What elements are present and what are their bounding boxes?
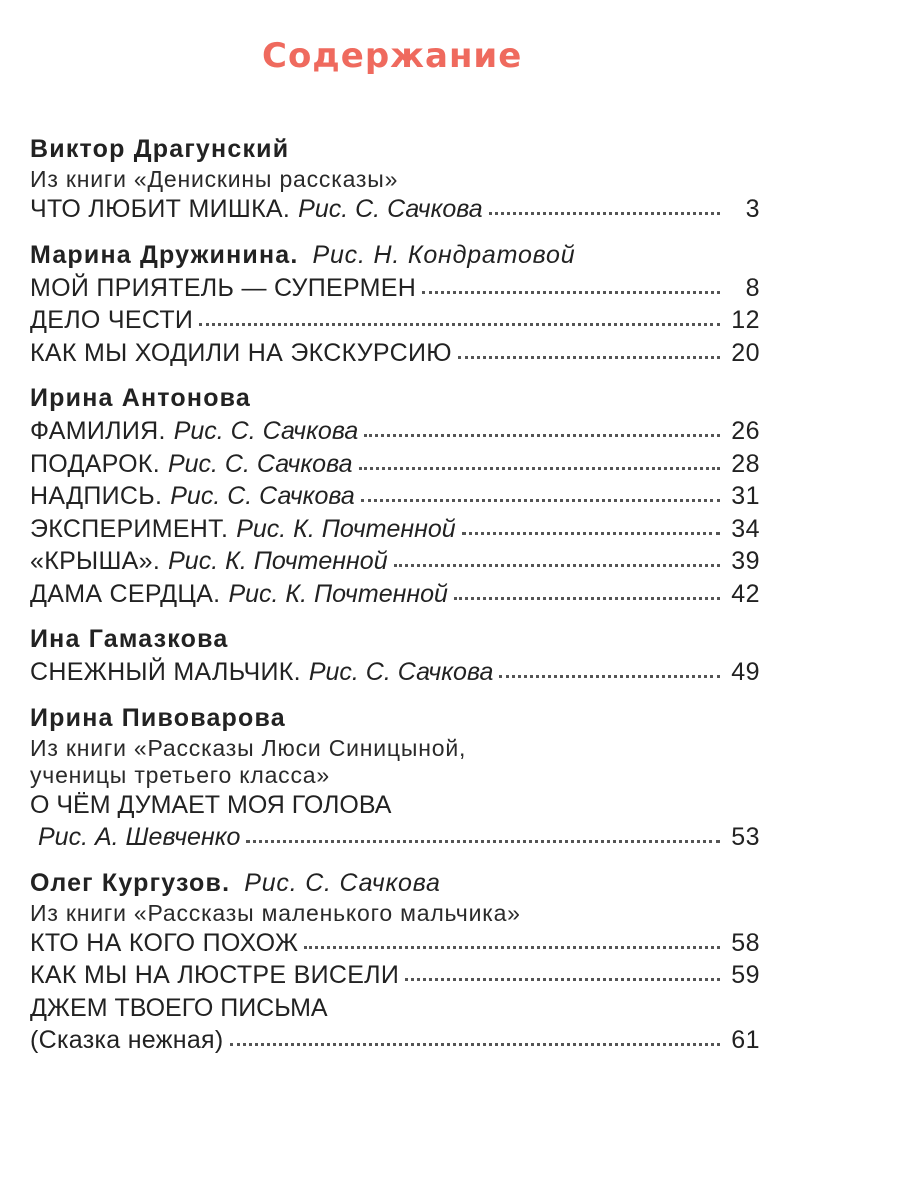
page-number: 34 <box>731 514 760 543</box>
table-of-contents <box>30 132 760 1069</box>
toc-section <box>30 238 760 370</box>
illustrator-credit: Рис. С. Сачкова <box>244 868 441 897</box>
story-title: НАДПИСЬ. <box>30 482 163 510</box>
story-title: ПОДАРОК. <box>30 449 160 478</box>
page-number: 49 <box>731 658 760 686</box>
page-number: 61 <box>731 1026 760 1054</box>
toc-entry[interactable] <box>30 272 760 305</box>
page-number: 39 <box>731 547 760 575</box>
toc-entry[interactable] <box>30 304 760 337</box>
dot-leader <box>394 560 720 567</box>
toc-entry[interactable] <box>30 193 760 226</box>
toc-entry[interactable] <box>30 448 760 481</box>
dot-leader <box>230 1039 720 1046</box>
page-number: 31 <box>731 482 760 510</box>
toc-entry[interactable] <box>30 821 760 854</box>
page-number: 28 <box>731 449 760 478</box>
page-number: 53 <box>731 823 760 851</box>
illustrator-credit: Рис. А. Шевченко <box>38 823 241 851</box>
story-title: СНЕЖНЫЙ МАЛЬЧИК. <box>30 658 301 686</box>
toc-entry[interactable] <box>30 545 760 578</box>
author-line <box>30 622 760 656</box>
toc-entry[interactable] <box>30 337 760 370</box>
dot-leader <box>454 593 720 600</box>
page-title: Содержание <box>262 36 523 76</box>
book-source: Из книги «Рассказы маленького мальчика» <box>30 899 521 926</box>
author-name: Ирина Пивоварова <box>30 703 286 732</box>
page-number: 8 <box>745 273 760 302</box>
story-title: КАК МЫ ХОДИЛИ НА ЭКСКУРСИЮ <box>30 338 452 367</box>
book-source: ученицы третьего класса» <box>30 761 330 788</box>
dot-leader <box>361 495 720 502</box>
toc-entry[interactable] <box>30 656 760 689</box>
page-number: 42 <box>731 579 760 608</box>
dot-leader <box>462 528 720 535</box>
page-number: 3 <box>745 195 760 223</box>
story-title: ДАМА СЕРДЦА. <box>30 579 221 608</box>
author-name: Ина Гамазкова <box>30 625 229 653</box>
illustrator-credit: Рис. С. Сачкова <box>170 482 355 510</box>
dot-leader <box>359 463 721 470</box>
author-name: Виктор Драгунский <box>30 135 290 163</box>
illustrator-credit: Рис. С. Сачкова <box>298 195 483 223</box>
dot-leader <box>246 836 720 843</box>
illustrator-credit: Рис. С. Сачкова <box>308 658 494 686</box>
toc-entry[interactable] <box>30 959 760 992</box>
toc-section <box>30 381 760 610</box>
toc-entry[interactable] <box>30 415 760 448</box>
story-title: КТО НА КОГО ПОХОЖ <box>30 928 299 957</box>
page-number: 58 <box>731 928 760 957</box>
toc-entry[interactable] <box>30 927 760 960</box>
author-line <box>30 866 760 900</box>
toc-entry[interactable] <box>30 578 760 611</box>
author-line <box>30 381 760 415</box>
dot-leader <box>422 287 720 294</box>
book-source: Из книги «Рассказы Люси Синицыной, <box>30 734 467 761</box>
story-title: О ЧЁМ ДУМАЕТ МОЯ ГОЛОВА <box>30 790 392 819</box>
story-title: МОЙ ПРИЯТЕЛЬ — СУПЕРМЕН <box>30 273 417 302</box>
dot-leader <box>499 671 720 678</box>
author-line <box>30 238 760 272</box>
page-number: 20 <box>731 338 760 367</box>
book-source: Из книги «Денискины рассказы» <box>30 166 399 192</box>
story-title: (Сказка нежная) <box>30 1026 224 1054</box>
toc-entry[interactable] <box>30 513 760 546</box>
toc-entry[interactable] <box>30 480 760 513</box>
story-title: ДЕЛО ЧЕСТИ <box>30 306 194 334</box>
toc-section <box>30 132 760 226</box>
illustrator-credit: Рис. С. Сачкова <box>167 449 353 478</box>
page-number: 12 <box>731 306 760 334</box>
author-line <box>30 701 760 735</box>
story-title: ФАМИЛИЯ. <box>30 417 166 445</box>
story-title: КАК МЫ НА ЛЮСТРЕ ВИСЕЛИ <box>30 961 400 989</box>
author-name: Марина Дружинина. <box>30 240 299 269</box>
story-title: ДЖЕМ ТВОЕГО ПИСЬМА <box>30 993 328 1022</box>
dot-leader <box>458 352 720 359</box>
toc-section <box>30 866 760 1057</box>
illustrator-credit: Рис. К. Почтенной <box>168 547 388 575</box>
toc-section <box>30 622 760 689</box>
dot-leader <box>364 430 720 437</box>
dot-leader <box>405 974 720 981</box>
author-name: Ирина Антонова <box>30 384 252 412</box>
author-line <box>30 132 760 166</box>
story-title: ЭКСПЕРИМЕНТ. <box>30 514 229 543</box>
dot-leader <box>304 942 720 949</box>
illustrator-credit: Рис. С. Сачкова <box>173 417 359 445</box>
page-number: 59 <box>731 961 760 989</box>
author-name: Олег Кургузов. <box>30 868 231 897</box>
story-title: «КРЫША». <box>30 547 161 575</box>
story-title: ЧТО ЛЮБИТ МИШКА. <box>30 195 291 223</box>
toc-section <box>30 701 760 854</box>
illustrator-credit: Рис. К. Почтенной <box>236 514 456 543</box>
dot-leader <box>489 208 720 215</box>
illustrator-credit: Рис. К. Почтенной <box>228 579 448 608</box>
dot-leader <box>199 319 720 326</box>
page-number: 26 <box>731 417 760 445</box>
illustrator-credit: Рис. Н. Кондратовой <box>312 240 576 269</box>
toc-entry[interactable] <box>30 1024 760 1057</box>
